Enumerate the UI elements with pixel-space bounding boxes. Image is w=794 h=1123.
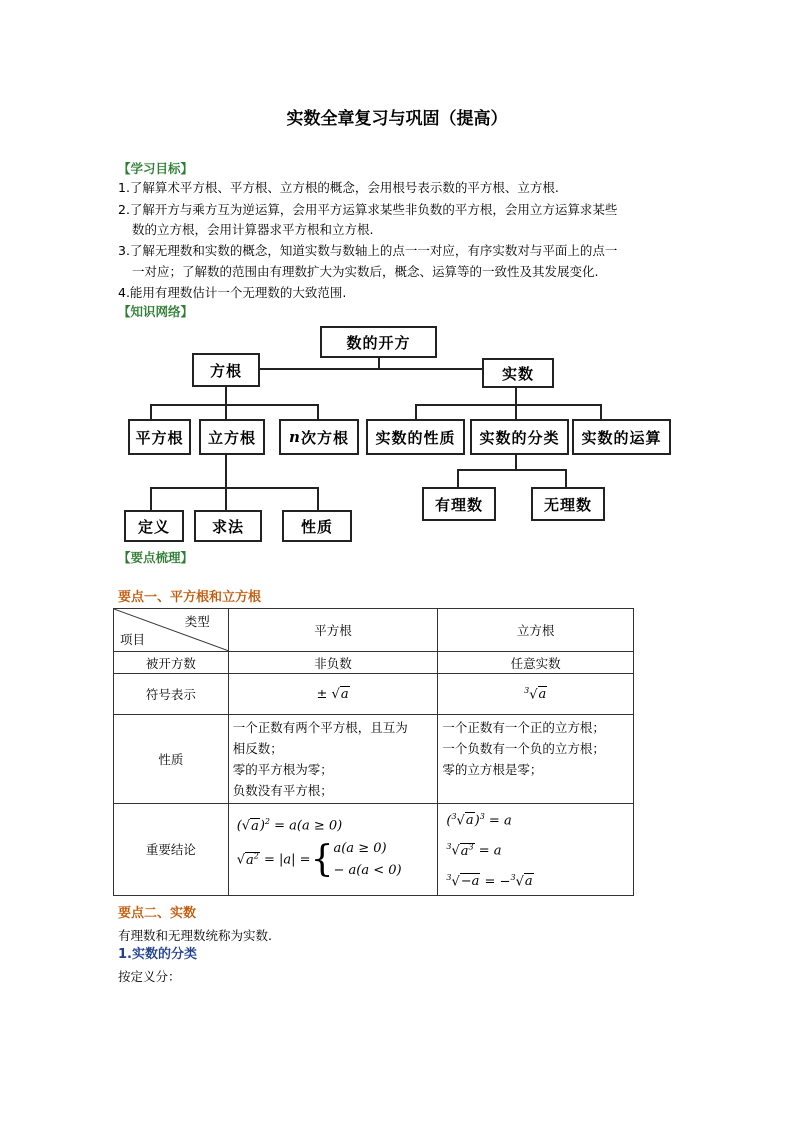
box-definition: 定义 xyxy=(124,510,184,542)
header-square-root: 平方根 xyxy=(228,609,438,652)
property-line: 相反数； xyxy=(232,741,283,756)
box-root: 数的开方 xyxy=(320,326,437,358)
nth-root-letter: n xyxy=(289,428,301,446)
keypoints-heading: 【要点梳理】 xyxy=(118,550,194,565)
box-cube-root: 立方根 xyxy=(199,419,265,455)
box-roots: 方根 xyxy=(192,353,260,387)
cell-sq-radicand: 非负数 xyxy=(228,652,438,674)
goal-line: 4.能用有理数估计一个无理数的大致范围. xyxy=(118,285,347,300)
formula-sq-notation: ± √a xyxy=(228,674,438,715)
roots-table xyxy=(113,608,634,896)
point2-text: 有理数和无理数统称为实数. xyxy=(118,928,272,943)
formula-sq-conclusion: $(√a)^2 = a(a \ge 0)$ $√a^2 = |a|$ = { a(a ≥ 0) − a(a < 0) xyxy=(228,804,438,896)
point2-by-definition: 按定义分： xyxy=(118,969,181,984)
row-label-radicand: 被开方数 xyxy=(114,652,229,674)
property-line: 零的平方根为零； xyxy=(232,762,333,777)
box-real-properties: 实数的性质 xyxy=(366,419,465,455)
goal-line: 1.了解算术平方根、平方根、立方根的概念，会用根号表示数的平方根、立方根. xyxy=(118,180,559,195)
property-line: 一个正数有一个正的立方根； xyxy=(442,720,605,735)
cell-cube-property xyxy=(438,715,634,804)
corner-cell xyxy=(114,609,229,652)
header-cube-root: 立方根 xyxy=(438,609,634,652)
goal-line: 2.了解开方与乘方互为逆运算，会用平方运算求某些非负数的平方根，会用立方运算求某些 xyxy=(118,202,618,217)
box-irrational: 无理数 xyxy=(531,487,605,521)
network-heading: 【知识网络】 xyxy=(118,304,194,319)
corner-bottom: 项目 xyxy=(120,632,146,647)
property-line: 一个正数有两个平方根，且互为 xyxy=(232,720,408,735)
formula-cube-notation: $^3$√a xyxy=(438,674,634,715)
row-label-conclusion: 重要结论 xyxy=(114,804,229,896)
point2-subheading: 1.实数的分类 xyxy=(118,947,197,962)
cell-sq-property xyxy=(228,715,438,804)
formula-cube-conclusion: $(^3√a)^3 = a$ $^3√a^3 = a$ $^3$√−a = −$^3$√a xyxy=(438,804,634,896)
property-line: 负数没有平方根； xyxy=(232,783,333,798)
cell-cube-radicand: 任意实数 xyxy=(438,652,634,674)
property-line: 一个负数有一个负的立方根； xyxy=(442,741,605,756)
box-property: 性质 xyxy=(282,510,352,542)
property-line: 零的立方根是零； xyxy=(442,762,543,777)
box-rational: 有理数 xyxy=(422,487,496,521)
box-nth-root xyxy=(279,419,359,455)
row-label-property: 性质 xyxy=(114,715,229,804)
box-square-root: 平方根 xyxy=(128,419,191,455)
goal-line: 3.了解无理数和实数的概念，知道实数与数轴上的点一一对应，有序实数对与平面上的点一 xyxy=(118,243,618,258)
goals-heading: 【学习目标】 xyxy=(118,161,194,176)
box-real-numbers: 实数 xyxy=(482,358,554,388)
point2-heading: 要点二、实数 xyxy=(118,906,197,921)
box-real-classification: 实数的分类 xyxy=(470,419,569,455)
row-label-notation: 符号表示 xyxy=(114,674,229,715)
nth-root-label: 次方根 xyxy=(300,428,349,447)
box-real-operations: 实数的运算 xyxy=(572,419,671,455)
corner-top: 类型 xyxy=(184,614,210,629)
goal-line: 一对应；了解数的范围由有理数扩大为实数后，概念、运算等的一致性及其发展变化. xyxy=(132,264,599,279)
point1-heading: 要点一、平方根和立方根 xyxy=(118,590,262,605)
goal-line: 数的立方根，会用计算器求平方根和立方根. xyxy=(132,222,374,237)
page-title: 实数全章复习与巩固（提高） xyxy=(286,109,508,129)
box-method: 求法 xyxy=(194,510,262,542)
